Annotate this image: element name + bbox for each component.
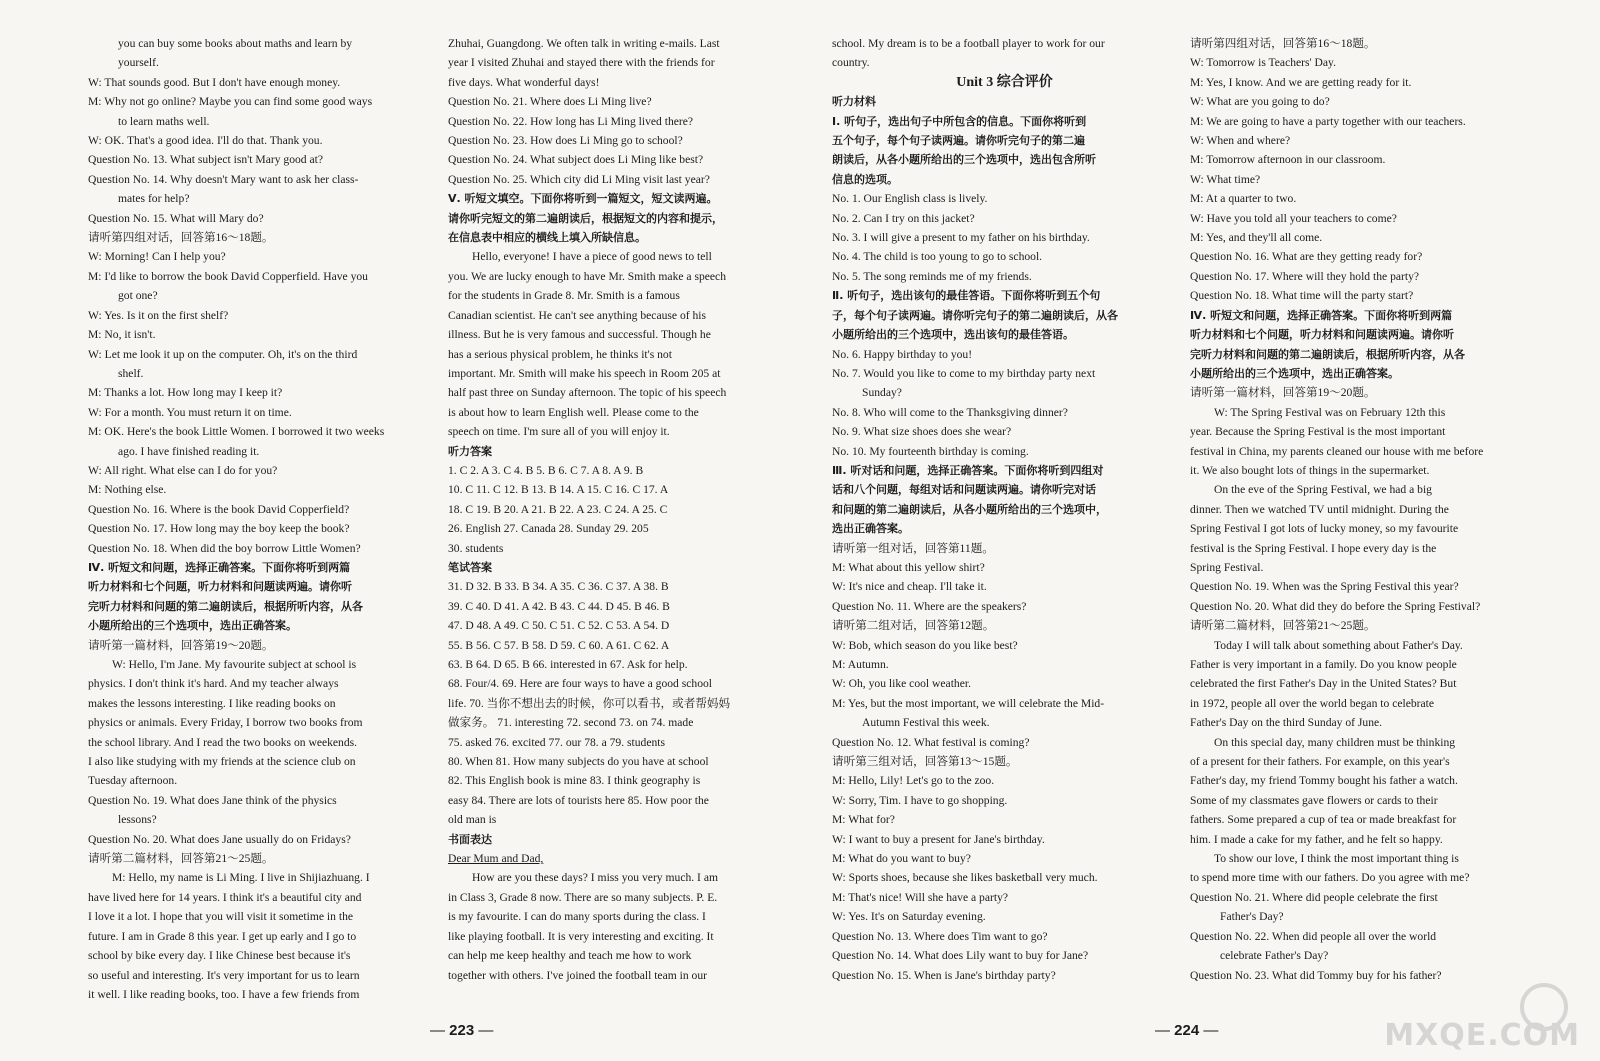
section-heading-line: Ⅱ. 听句子，选出该句的最佳答语。下面你将听到五个句 [832, 289, 1101, 303]
text-line: W: What are you going to do? [1190, 95, 1330, 109]
text-line: M: What for? [832, 813, 895, 827]
left-column-2 [448, 34, 793, 985]
text-line: Father's day, my friend Tommy bought his father a watch. [1190, 774, 1458, 788]
text-line: M: What about this yellow shirt? [832, 560, 985, 574]
text-line: 75. asked 76. excited 77. our 78. a 79. students [448, 735, 666, 749]
text-line: 做家务。 71. interesting 72. second 73. on 74. made [448, 716, 694, 730]
text-line: lessons? [118, 813, 157, 827]
text-line: like playing football. It is very interesting and exciting. It [448, 929, 714, 943]
text-line: 30. students [448, 541, 504, 555]
section-heading-line: 笔试答案 [448, 560, 492, 574]
text-line: 请听第四组对话，回答第16～18题。 [1190, 37, 1376, 50]
text-line: half past three on Sunday afternoon. The topic of his speech [448, 386, 727, 400]
text-line: M: Hello, my name is Li Ming. I live in Shijiazhuang. I [112, 871, 370, 885]
text-line: How are you these days? I miss you very much. I am [472, 871, 718, 885]
text-line: W: Tomorrow is Teachers' Day. [1190, 56, 1336, 70]
text-line: No. 3. I will give a present to my father on his birthday. [832, 231, 1090, 245]
text-line: I love it a lot. I hope that you will visit it sometime in the [88, 910, 354, 924]
text-line: life. 70. 当你不想出去的时候，你可以看书，或者帮妈妈 [448, 696, 731, 710]
text-line: I also like studying with my friends at the science club on [88, 755, 356, 769]
section-heading-line: 听力材料和七个问题，听力材料和问题读两遍。请你听 [1190, 328, 1454, 342]
text-line: shelf. [118, 366, 144, 380]
section-heading-line: 完听力材料和问题的第二遍朗读后，根据所听内容，从各 [88, 599, 363, 613]
text-line: Question No. 13. Where does Tim want to go? [832, 929, 1048, 943]
text-line: No. 8. Who will come to the Thanksgiving dinner? [832, 405, 1068, 419]
text-line: illness. But he is very famous and successful. Though he [448, 328, 711, 342]
text-line: 31. D 32. B 33. B 34. A 35. C 36. C 37. A 38. B [448, 580, 669, 594]
text-line: 10. C 11. C 12. B 13. B 14. A 15. C 16. C 17. A [448, 483, 669, 497]
text-line: Question No. 19. When was the Spring Festival this year? [1190, 580, 1459, 594]
text-line: No. 2. Can I try on this jacket? [832, 211, 975, 225]
section-heading-line: 完听力材料和问题的第二遍朗读后，根据所听内容，从各 [1190, 347, 1465, 361]
text-line: Father is very important in a family. Do you know people [1190, 658, 1457, 671]
page-number-left-text: 223 [449, 1022, 475, 1039]
text-line: 82. This English book is mine 83. I think geography is [448, 774, 701, 788]
text-line: M: That's nice! Will she have a party? [832, 890, 1009, 904]
text-line: for the students in Grade 8. Mr. Smith is a famous [448, 289, 680, 303]
text-line: is my favourite. I can do many sports during the class. I [448, 910, 706, 924]
text-line: Question No. 17. Where will they hold the party? [1190, 269, 1420, 283]
text-line: you can buy some books about maths and learn by [118, 37, 353, 50]
text-line: Tuesday afternoon. [88, 774, 178, 788]
text-line: W: For a month. You must return it on time. [88, 405, 292, 419]
text-line: Question No. 15. When is Jane's birthday party? [832, 968, 1056, 982]
section-heading-line: Ⅳ. 听短文和问题，选择正确答案。下面你将听到两篇 [1190, 308, 1453, 322]
text-line: M: Thanks a lot. How long may I keep it? [88, 386, 283, 400]
text-line: can help me keep healthy and teach me how to work [448, 949, 692, 963]
text-line: W: It's nice and cheap. I'll take it. [832, 580, 987, 594]
text-line: 请听第二篇材料，回答第21～25题。 [1190, 619, 1376, 633]
text-line: Autumn Festival this week. [862, 716, 990, 730]
text-line: 39. C 40. D 41. A 42. B 43. C 44. D 45. B 46. B [448, 599, 670, 613]
text-line: Question No. 14. Why doesn't Mary want to ask her class- [88, 172, 359, 186]
section-heading-line: 听力材料 [832, 95, 876, 109]
text-line: dinner. Then we watched TV until midnight. During the [1190, 502, 1449, 516]
text-line: is about how to learn English well. Please come to the [448, 405, 699, 419]
text-line: year I visited Zhuhai and stayed there with the friends for [448, 56, 715, 70]
text-line: Father's Day? [1220, 910, 1284, 924]
text-line: festival is the Spring Festival. I hope every day is the [1190, 541, 1437, 555]
text-line: Question No. 20. What did they do before the Spring Festival? [1190, 599, 1481, 613]
text-line: Zhuhai, Guangdong. We often talk in writing e-mails. Last [448, 37, 720, 50]
text-line: physics. I don't think it's hard. And my teacher always [88, 677, 339, 691]
page-right [800, 0, 1600, 1061]
text-line: ago. I have finished reading it. [118, 444, 260, 458]
text-line: fathers. Some prepared a cup of tea or made breakfast for [1190, 813, 1457, 827]
text-line: Question No. 18. What time will the party start? [1190, 289, 1414, 303]
text-line: No. 1. Our English class is lively. [832, 192, 988, 206]
text-line: Question No. 12. What festival is coming? [832, 735, 1030, 749]
text-line: Question No. 22. How long has Li Ming lived there? [448, 114, 694, 128]
text-line: has a serious physical problem, he thinks it's not [448, 347, 672, 361]
text-line: Spring Festival. [1190, 560, 1264, 574]
text-line: speech on time. I'm sure all of you will enjoy it. [448, 425, 670, 439]
text-line: celebrate Father's Day? [1220, 949, 1329, 963]
watermark-text: MXQE.COM [1384, 1018, 1580, 1053]
text-line: in Class 3, Grade 8 now. There are so many subjects. P. E. [448, 890, 718, 904]
text-line: got one? [118, 289, 158, 303]
text-line: festival in China, my parents cleaned our house with me before [1190, 444, 1484, 458]
right-column-2 [1190, 34, 1535, 985]
text-line: W: When and where? [1190, 134, 1291, 148]
text-line: Question No. 24. What subject does Li Ming like best? [448, 153, 704, 167]
text-line: Question No. 17. How long may the boy keep the book? [88, 522, 350, 536]
text-line: W: That sounds good. But I don't have enough money. [88, 75, 341, 89]
text-line: 请听第四组对话，回答第16～18题。 [88, 231, 274, 245]
page-number-right: — 224 — [1155, 1022, 1219, 1039]
text-line: M: What do you want to buy? [832, 852, 971, 866]
section-heading-line: 小题所给出的三个选项中，选出该句的最佳答语。 [832, 328, 1074, 342]
text-line: On the eve of the Spring Festival, we had a big [1214, 483, 1432, 497]
text-line: it. We also bought lots of things in the supermarket. [1190, 463, 1430, 477]
text-line: 请听第二篇材料，回答第21～25题。 [88, 852, 274, 866]
text-line: easy 84. There are lots of tourists here 85. How poor the [448, 793, 709, 807]
text-line: No. 6. Happy birthday to you! [832, 347, 973, 361]
text-line: Question No. 23. What did Tommy buy for his father? [1190, 968, 1442, 982]
text-line: Question No. 14. What does Lily want to buy for Jane? [832, 949, 1089, 963]
text-line: old man is [448, 813, 497, 827]
text-line: M: OK. Here's the book Little Women. I borrowed it two weeks [88, 425, 385, 439]
text-line: M: Yes, and they'll all come. [1190, 231, 1323, 245]
section-heading-line: 朗读后，从各小题所给出的三个选项中，选出包含所听 [832, 153, 1096, 167]
text-line: 63. B 64. D 65. B 66. interested in 67. Ask for help. [448, 658, 688, 671]
text-line: Dear Mum and Dad, [448, 852, 544, 866]
section-heading-line: Ⅲ. 听对话和问题，选择正确答案。下面你将听到四组对 [832, 463, 1104, 477]
text-line: W: The Spring Festival was on February 12th this [1214, 405, 1446, 419]
section-heading-line: 听力答案 [448, 444, 492, 458]
text-line: W: Yes. Is it on the first shelf? [88, 308, 229, 322]
text-line: Question No. 19. What does Jane think of the physics [88, 793, 337, 807]
text-line: Sunday? [862, 386, 902, 400]
text-line: important. Mr. Smith will make his speech in Room 205 at [448, 366, 721, 380]
text-line: Hello, everyone! I have a piece of good news to tell [472, 250, 712, 264]
text-line: five days. What wonderful days! [448, 75, 600, 89]
text-line: Question No. 22. When did people all over the world [1190, 929, 1437, 943]
text-line: have lived here for 14 years. I think it's a beautiful city and [88, 890, 362, 904]
text-line: 80. When 81. How many subjects do you have at school [448, 755, 709, 769]
text-line: W: Bob, which season do you like best? [832, 638, 1018, 652]
section-heading-line: 五个句子，每个句子读两遍。请你听完句子的第二遍 [832, 134, 1085, 148]
text-line: 18. C 19. B 20. A 21. B 22. A 23. C 24. A 25. C [448, 502, 668, 516]
text-line: 55. B 56. C 57. B 58. D 59. C 60. A 61. C 62. A [448, 638, 670, 652]
text-line: To show our love, I think the most important thing is [1214, 852, 1459, 866]
text-line: celebrated the first Father's Day in the United States? But [1190, 677, 1457, 691]
text-line: makes the lessons interesting. I like reading books on [88, 696, 336, 710]
text-line: school. My dream is to be a football player to work for our [832, 37, 1105, 50]
unit-title: Unit 3 综合评价 [956, 74, 1053, 90]
text-line: W: Hello, I'm Jane. My favourite subject at school is [112, 658, 357, 671]
text-line: M: Yes, but the most important, we will celebrate the Mid- [832, 696, 1105, 710]
text-line: in 1972, people all over the world began to celebrate [1190, 696, 1435, 710]
text-line: future. I am in Grade 8 this year. I get up early and I go to [88, 929, 357, 943]
text-line: 1. C 2. A 3. C 4. B 5. B 6. C 7. A 8. A 9. B [448, 463, 644, 477]
section-heading-line: 和问题的第二遍朗读后，从各小题所给出的三个选项中， [832, 502, 1107, 516]
text-line: 26. English 27. Canada 28. Sunday 29. 205 [448, 522, 649, 536]
text-line: 47. D 48. A 49. C 50. C 51. C 52. C 53. A 54. D [448, 619, 670, 633]
section-heading-line: 小题所给出的三个选项中，选出正确答案。 [1190, 366, 1399, 380]
text-line: it well. I like reading books, too. I have a few friends from [88, 987, 360, 1001]
text-line: M: Hello, Lily! Let's go to the zoo. [832, 774, 995, 788]
text-line: M: Nothing else. [88, 483, 167, 497]
text-line: M: Yes, I know. And we are getting ready for it. [1190, 75, 1412, 89]
section-heading-line: 子，每个句子读两遍。请你听完句子的第二遍朗读后，从各 [832, 308, 1118, 322]
watermark-logo [1384, 983, 1580, 1053]
text-line: Question No. 15. What will Mary do? [88, 211, 264, 225]
text-line: physics or animals. Every Friday, I borrow two books from [88, 716, 363, 730]
text-line: of a present for their fathers. For example, on this year's [1190, 755, 1450, 769]
section-heading-line: 书面表达 [448, 832, 492, 846]
text-line: 请听第三组对话，回答第13～15题。 [832, 755, 1018, 769]
text-line: to learn maths well. [118, 114, 210, 128]
text-line: W: Yes. It's on Saturday evening. [832, 910, 986, 924]
text-line: M: Autumn. [832, 658, 889, 671]
text-line: 请听第一组对话，回答第11题。 [832, 541, 994, 555]
text-line: No. 10. My fourteenth birthday is coming. [832, 444, 1029, 458]
text-line: No. 4. The child is too young to go to school. [832, 250, 1043, 264]
text-line: Today I will talk about something about Father's Day. [1214, 638, 1463, 652]
section-heading-line: Ⅰ. 听句子，选出句子中所包含的信息。下面你将听到 [832, 114, 1087, 128]
text-line: Father's Day on the third Sunday of June. [1190, 716, 1383, 730]
text-line: Question No. 16. What are they getting ready for? [1190, 250, 1423, 264]
text-line: No. 9. What size shoes does she wear? [832, 425, 1012, 439]
text-line: Spring Festival I got lots of lucky money, so my favourite [1190, 522, 1459, 536]
text-line: Question No. 16. Where is the book David Copperfield? [88, 502, 350, 516]
text-line: On this special day, many children must be thinking [1214, 735, 1456, 749]
text-line: the school library. And I read the two books on weekends. [88, 735, 358, 749]
text-line: 请听第二组对话，回答第12题。 [832, 619, 995, 633]
section-heading-line: 在信息表中相应的横线上填入所缺信息。 [448, 231, 646, 245]
text-line: W: Let me look it up on the computer. Oh, it's on the third [88, 347, 358, 361]
text-line: No. 5. The song reminds me of my friends. [832, 269, 1032, 283]
text-line: to spend more time with our fathers. Do you agree with me? [1190, 871, 1470, 885]
text-line: so useful and interesting. It's very important for us to learn [88, 968, 360, 982]
section-heading-line: 听力材料和七个问题，听力材料和问题读两遍。请你听 [88, 580, 352, 594]
left-column-1 [88, 34, 433, 1004]
text-line: Canadian scientist. He can't see anything because of his [448, 308, 707, 322]
text-line: 68. Four/4. 69. Here are four ways to have a good school [448, 677, 713, 691]
text-line: M: We are going to have a party together with our teachers. [1190, 114, 1466, 128]
text-line: M: I'd like to borrow the book David Copperfield. Have you [88, 269, 368, 283]
text-line: yourself. [118, 56, 159, 70]
text-line: 请听第一篇材料，回答第19～20题。 [1190, 386, 1376, 400]
text-line: W: What time? [1190, 172, 1261, 186]
text-line: W: Have you told all your teachers to come? [1190, 211, 1397, 225]
text-line: Question No. 21. Where did people celebrate the first [1190, 890, 1438, 904]
text-line: W: Sports shoes, because she likes basketball very much. [832, 871, 1098, 885]
section-heading-line: 小题所给出的三个选项中，选出正确答案。 [88, 619, 297, 633]
text-line: country. [832, 56, 870, 70]
text-line: M: No, it isn't. [88, 328, 156, 342]
text-line: him. I made a cake for my father, and he felt so happy. [1190, 832, 1443, 846]
text-line: mates for help? [118, 192, 190, 206]
text-line: Question No. 11. Where are the speakers? [832, 599, 1027, 613]
section-heading-line: 话和八个问题，每组对话和问题读两遍。请你听完对话 [832, 483, 1096, 497]
text-line: No. 7. Would you like to come to my birthday party next [832, 366, 1096, 380]
text-line: you. We are lucky enough to have Mr. Smith make a speech [448, 269, 726, 283]
text-line: Question No. 20. What does Jane usually do on Fridays? [88, 832, 351, 846]
text-line: together with others. I've joined the football team in our [448, 968, 708, 982]
text-line: Question No. 18. When did the boy borrow Little Women? [88, 541, 361, 555]
right-column-1 [832, 34, 1177, 985]
text-line: W: All right. What else can I do for you? [88, 463, 278, 477]
text-line: school by bike every day. I like Chinese best because it's [88, 949, 351, 963]
text-line: Question No. 25. Which city did Li Ming visit last year? [448, 172, 710, 186]
section-heading-line: 选出正确答案。 [832, 522, 909, 536]
section-heading-line: 信息的选项。 [832, 172, 898, 186]
section-heading-line: 请你听完短文的第二遍朗读后，根据短文的内容和提示， [448, 211, 723, 225]
text-line: W: I want to buy a present for Jane's birthday. [832, 832, 1045, 846]
text-line: Question No. 23. How does Li Ming go to school? [448, 134, 683, 148]
text-line: Question No. 21. Where does Li Ming live? [448, 95, 652, 109]
text-line: W: Morning! Can I help you? [88, 250, 226, 264]
page-number-right-text: 224 [1174, 1022, 1200, 1039]
text-line: W: Sorry, Tim. I have to go shopping. [832, 793, 1008, 807]
text-line: M: At a quarter to two. [1190, 192, 1297, 206]
text-line: Some of my classmates gave flowers or cards to their [1190, 793, 1438, 807]
text-line: year. Because the Spring Festival is the most important [1190, 425, 1446, 439]
section-heading-line: Ⅴ. 听短文填空。下面你将听到一篇短文，短文读两遍。 [448, 192, 718, 206]
text-line: W: OK. That's a good idea. I'll do that. Thank you. [88, 134, 323, 148]
text-line: M: Tomorrow afternoon in our classroom. [1190, 153, 1386, 167]
text-line: 请听第一篇材料，回答第19～20题。 [88, 638, 274, 652]
text-line: Question No. 13. What subject isn't Mary good at? [88, 153, 323, 167]
page-number-left: — 223 — [430, 1022, 494, 1039]
section-heading-line: Ⅳ. 听短文和问题，选择正确答案。下面你将听到两篇 [88, 560, 351, 574]
text-line: M: Why not go online? Maybe you can find some good ways [88, 95, 373, 109]
text-line: W: Oh, you like cool weather. [832, 677, 971, 691]
